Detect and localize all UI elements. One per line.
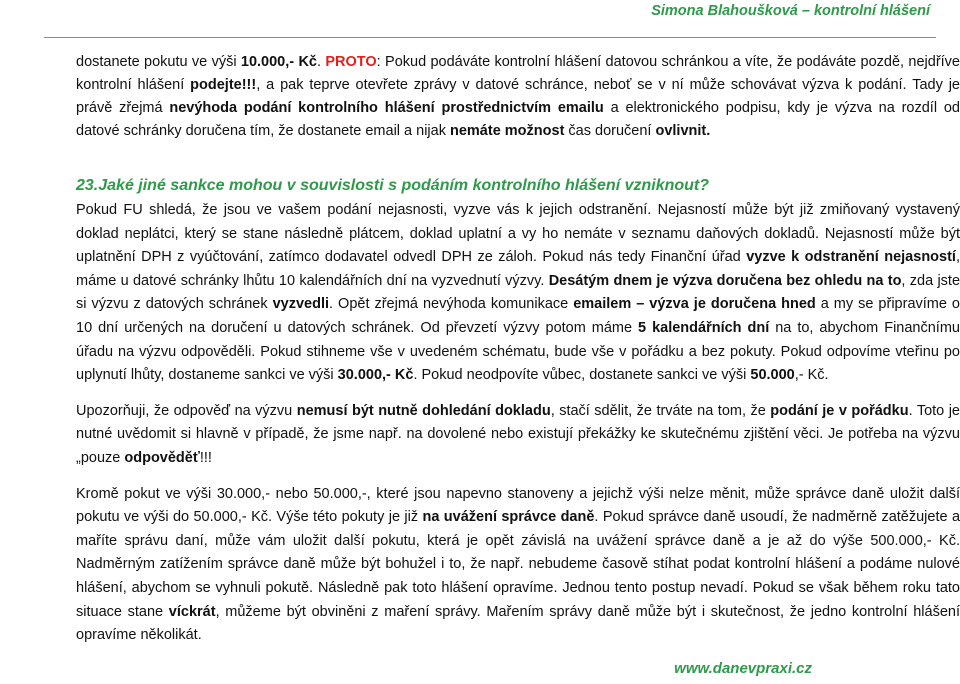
body-text: . Toto je nutné uvědomit si hlavně v případě, že jsme např. na dovolené nebo existují překážky ke skutečnému zjištění věci. Je potřeba na výzvu „pouze — [76, 402, 960, 466]
body-text: Kromě pokut ve výši 30.000,- nebo 50.000,-, které jsou napevno stanoveny a jejichž výši nelze měnit, může správce daně uložit další pokutu ve výši do 50.000,- Kč. Výše této pokuty je již — [76, 485, 960, 526]
header-divider — [44, 37, 936, 38]
body-text: , a pak teprve otevřete zprávy v datové schránce, neboť se v ní může schovávat výzva k podání. Tady je právě zřejmá — [76, 77, 960, 116]
body-text: a elektronického podpisu, kdy je výzva na rozdíl od datové schránky doručena tím, že dostanete email a nijak — [76, 100, 960, 139]
page-content — [76, 51, 960, 648]
body-text: čas doručení — [564, 123, 656, 139]
body-text: !!! — [199, 449, 212, 466]
header-title: Simona Blahoušková – kontrolní hlášení — [651, 3, 930, 19]
paragraph-2 — [76, 199, 960, 388]
emphasis-text: vyzve k odstranění nejasností — [746, 249, 956, 266]
section-heading: 23.Jaké jiné sankce mohou v souvislosti s podáním kontrolního hlášení vzniknout? — [76, 177, 710, 194]
emphasis-text: 10.000,- Kč — [240, 54, 317, 70]
emphasis-text: ovlivnit. — [655, 123, 711, 139]
footer-website: www.danevpraxi.cz — [674, 660, 812, 677]
body-text: na to, abychom Finančnímu úřadu na výzvu odpověděli. Pokud stihneme vše v uvedeném schématu, bude vše v pořádku a bez pokuty. Pokud odpovíme vteřinu po uplynutí lhůty, dostaneme sankci ve výši — [76, 319, 960, 384]
emphasis-text: 50.000 — [750, 367, 795, 384]
body-text: . Opět zřejmá nevýhoda komunikace — [329, 296, 574, 313]
emphasis-text: víckrát — [168, 603, 216, 620]
body-text: , zda jste si výzvu z datových schránek — [76, 272, 960, 313]
body-text: . Pokud neodpovíte vůbec, dostanete sankci ve výši — [413, 367, 751, 384]
emphasis-text: PROTO — [325, 54, 377, 70]
emphasis-text: vyzvedli — [272, 296, 330, 313]
body-text: dostanete pokutu ve výši — [76, 54, 241, 70]
body-text: : Pokud podáváte kontrolní hlášení datovou schránkou a víte, že podáváte pozdě, nejdříve kontrolní hlášení — [76, 54, 960, 93]
paragraph-3 — [76, 400, 960, 471]
emphasis-text: nevýhoda podání kontrolního hlášení prostřednictvím emailu — [169, 100, 604, 116]
emphasis-text: 5 kalendářních dní — [638, 319, 770, 336]
body-text: . — [316, 54, 326, 70]
body-text: Pokud FU shledá, že jsou ve vašem podání nejasnosti, vyzve vás k jejich odstranění. Nejasností může být již zmiňovaný vystavený doklad neplátci, který se stane následně plátcem, doklad uplatní a vy ho nemáte v seznamu daňových dokladů. Nejasností může být uplatnění DPH z vyúčtování, zatímco dodavatel odvedl DPH ze záloh. Pokud nás tedy Finanční úřad — [76, 202, 960, 266]
emphasis-text: emailem – výzva je doručena hned — [573, 296, 816, 313]
body-text: ,- Kč. — [794, 367, 829, 384]
emphasis-text: nemáte možnost — [449, 123, 565, 139]
paragraph-4 — [76, 483, 960, 648]
emphasis-text: podejte!!! — [190, 77, 257, 93]
paragraph-1 — [76, 51, 960, 143]
emphasis-text: 30.000,- Kč — [337, 367, 414, 384]
body-text: , stačí sdělit, že trváte na tom, že — [550, 402, 771, 419]
body-text: , máme u datové schránky lhůtu 10 kalendářních dní na vyzvednutí výzvy. — [76, 249, 960, 289]
emphasis-text: na uvážení správce daně — [422, 509, 595, 526]
emphasis-text: odpověděť — [124, 449, 200, 466]
emphasis-text: nemusí být nutně dohledání dokladu — [296, 402, 551, 419]
body-text: . Pokud správce daně usoudí, že nadměrně zatěžujete a maříte správu daní, může vám uložit další pokutu, která je opět závislá na uvážení správce daně a je až do výše 500.000,- Kč. Nadměrným zatížením správce daně může být bohužel i to, že např. nebudeme časově stíhat podat kontrolní hlášení a podáme nulové hlášení, abychom se vyhnuli pokutě. Následně pak toto hlášení opravíme. Jednou tento postup nevadí. Pokud se však během roku tato situace stane — [76, 509, 960, 620]
body-text: a my se připravíme o 10 dní určených na doručení u datových schránek. Od převzetí výzvy potom máme — [76, 296, 960, 336]
emphasis-text: Desátým dnem je výzva doručena bez ohledu na to — [548, 272, 902, 289]
body-text: Upozorňuji, že odpověď na výzvu — [76, 402, 297, 419]
body-text: , můžeme být obviněni z maření správy. Mařením správy daně může být i skutečnost, že jedno kontrolní hlášení opravíme několikát. — [76, 603, 960, 644]
emphasis-text: podání je v pořádku — [770, 402, 909, 419]
